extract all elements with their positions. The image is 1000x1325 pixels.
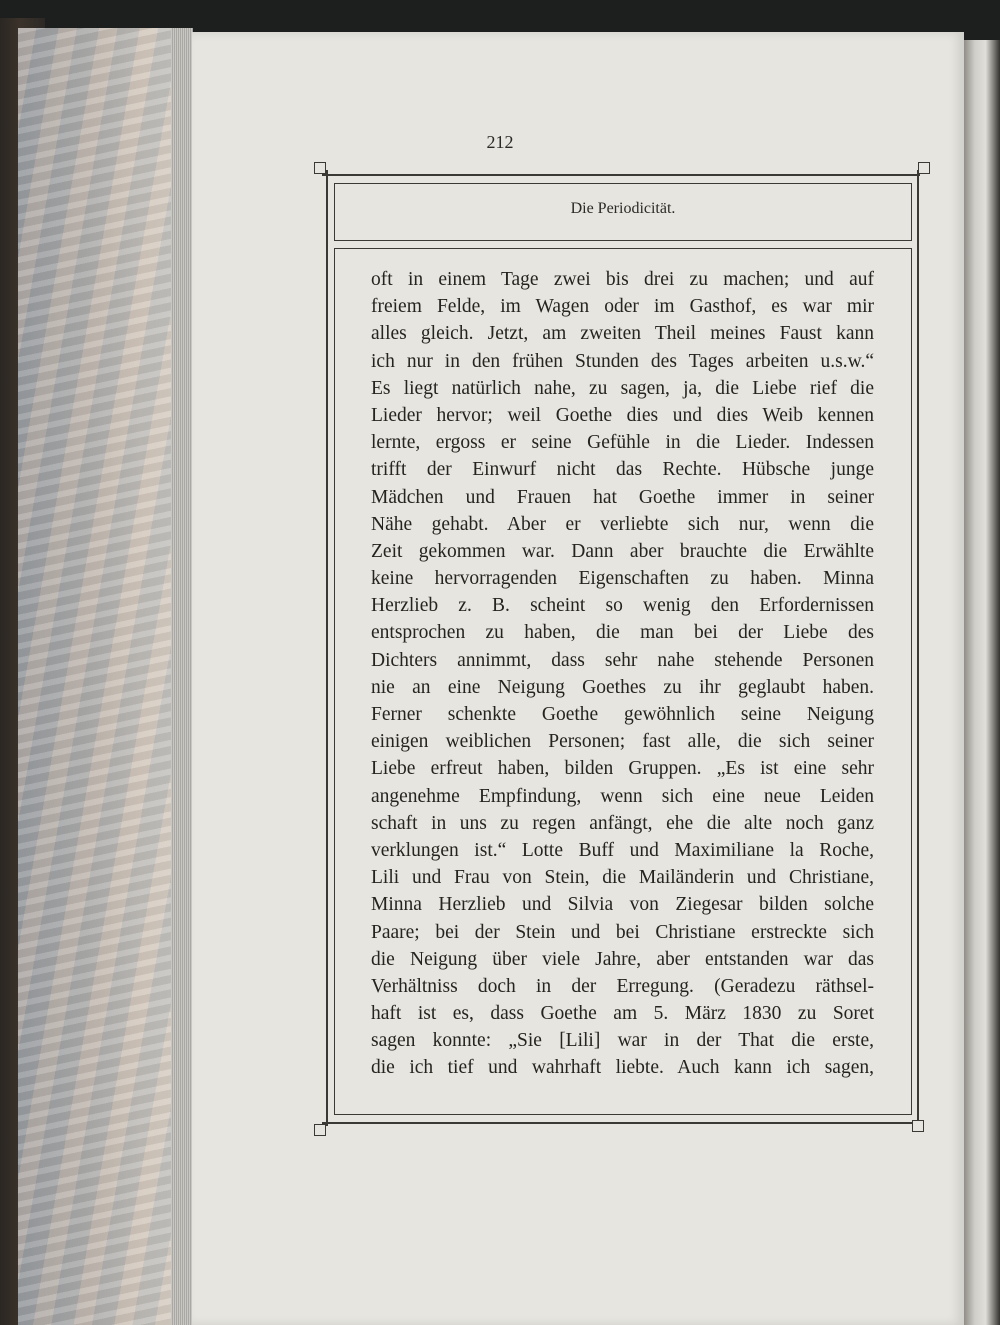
text-line: entsprochen zu haben, die man bei der Liebe des bbox=[371, 622, 874, 644]
text-line: Lieder hervor; weil Goethe dies und dies Weib kennen bbox=[371, 404, 874, 426]
text-line: trifft der Einwurf nicht das Rechte. Hübsche junge bbox=[371, 459, 874, 481]
running-title: Die Periodicität. bbox=[570, 200, 676, 217]
text-line: alles gleich. Jetzt, am zweiten Theil meines Faust kann bbox=[371, 323, 874, 345]
text-line: Es liegt natürlich nahe, zu sagen, ja, die Liebe rief die bbox=[371, 377, 874, 399]
text-line: Liebe erfreut haben, bilden Gruppen. „Es ist eine sehr bbox=[371, 758, 874, 780]
text-line: einigen weiblichen Personen; fast alle, die sich seiner bbox=[371, 731, 874, 753]
text-line: Mädchen und Frauen hat Goethe immer in seiner bbox=[371, 486, 874, 508]
corner-ornament-bottom-right bbox=[912, 1120, 924, 1132]
text-line: Lili und Frau von Stein, die Mailänderin und Christiane, bbox=[371, 867, 874, 889]
frame-bottom-rule bbox=[322, 1122, 920, 1124]
text-line: angenehme Empfindung, wenn sich eine neue Leiden bbox=[371, 785, 874, 807]
text-line: lernte, ergoss er seine Gefühle in die Lieder. Indessen bbox=[371, 432, 874, 454]
frame-top-rule bbox=[322, 174, 920, 176]
text-line: die Neigung über viele Jahre, aber entstanden war das bbox=[371, 948, 874, 970]
text-line: verklungen ist.“ Lotte Buff und Maximiliane la Roche, bbox=[371, 839, 874, 861]
corner-ornament-top-left bbox=[314, 162, 326, 174]
text-line: sagen konnte: „Sie [Lili] war in der That die erste, bbox=[371, 1030, 874, 1052]
text-line: keine hervorragenden Eigenschaften zu haben. Minna bbox=[371, 568, 874, 590]
text-line: die ich tief und wahrhaft liebte. Auch kann ich sagen, bbox=[371, 1057, 874, 1079]
text-line: oft in einem Tage zwei bis drei zu machen; und auf bbox=[371, 269, 874, 290]
frame-right-rule bbox=[917, 170, 919, 1126]
text-line: haft ist es, dass Goethe am 5. März 1830 zu Soret bbox=[371, 1003, 874, 1025]
text-line: Verhältniss doch in der Erregung. (Geradezu räthsel- bbox=[371, 975, 874, 997]
frame-left-rule bbox=[326, 170, 328, 1126]
text-line: Zeit gekommen war. Dann aber brauchte die Erwählte bbox=[371, 540, 874, 562]
corner-ornament-bottom-left bbox=[314, 1124, 326, 1136]
text-line: Dichters annimmt, dass sehr nahe stehende Personen bbox=[371, 649, 874, 671]
text-line: freiem Felde, im Wagen oder im Gasthof, es war mir bbox=[371, 296, 874, 318]
marbled-page-edge bbox=[18, 28, 193, 1325]
corner-ornament-top-right bbox=[918, 162, 930, 174]
text-line: ich nur in den frühen Stunden des Tages arbeiten u.s.w.“ bbox=[371, 350, 874, 372]
body-text bbox=[371, 266, 874, 1082]
text-line: Nähe gehabt. Aber er verliebte sich nur, wenn die bbox=[371, 513, 874, 535]
text-line: nie an eine Neigung Goethes zu ihr geglaubt haben. bbox=[371, 676, 874, 698]
text-line: Minna Herzlieb und Silvia von Ziegesar bilden solche bbox=[371, 894, 874, 916]
text-line: Ferner schenkte Goethe gewöhnlich seine Neigung bbox=[371, 704, 874, 725]
page-number: 212 bbox=[486, 132, 514, 152]
text-line: Herzlieb z. B. scheint so wenig den Erfordernissen bbox=[371, 595, 874, 617]
text-line: schaft in uns zu regen anfängt, ehe die alte noch ganz bbox=[371, 812, 874, 834]
text-line: Paare; bei der Stein und bei Christiane erstreckte sich bbox=[371, 921, 874, 943]
facing-page-edge bbox=[964, 40, 1000, 1325]
